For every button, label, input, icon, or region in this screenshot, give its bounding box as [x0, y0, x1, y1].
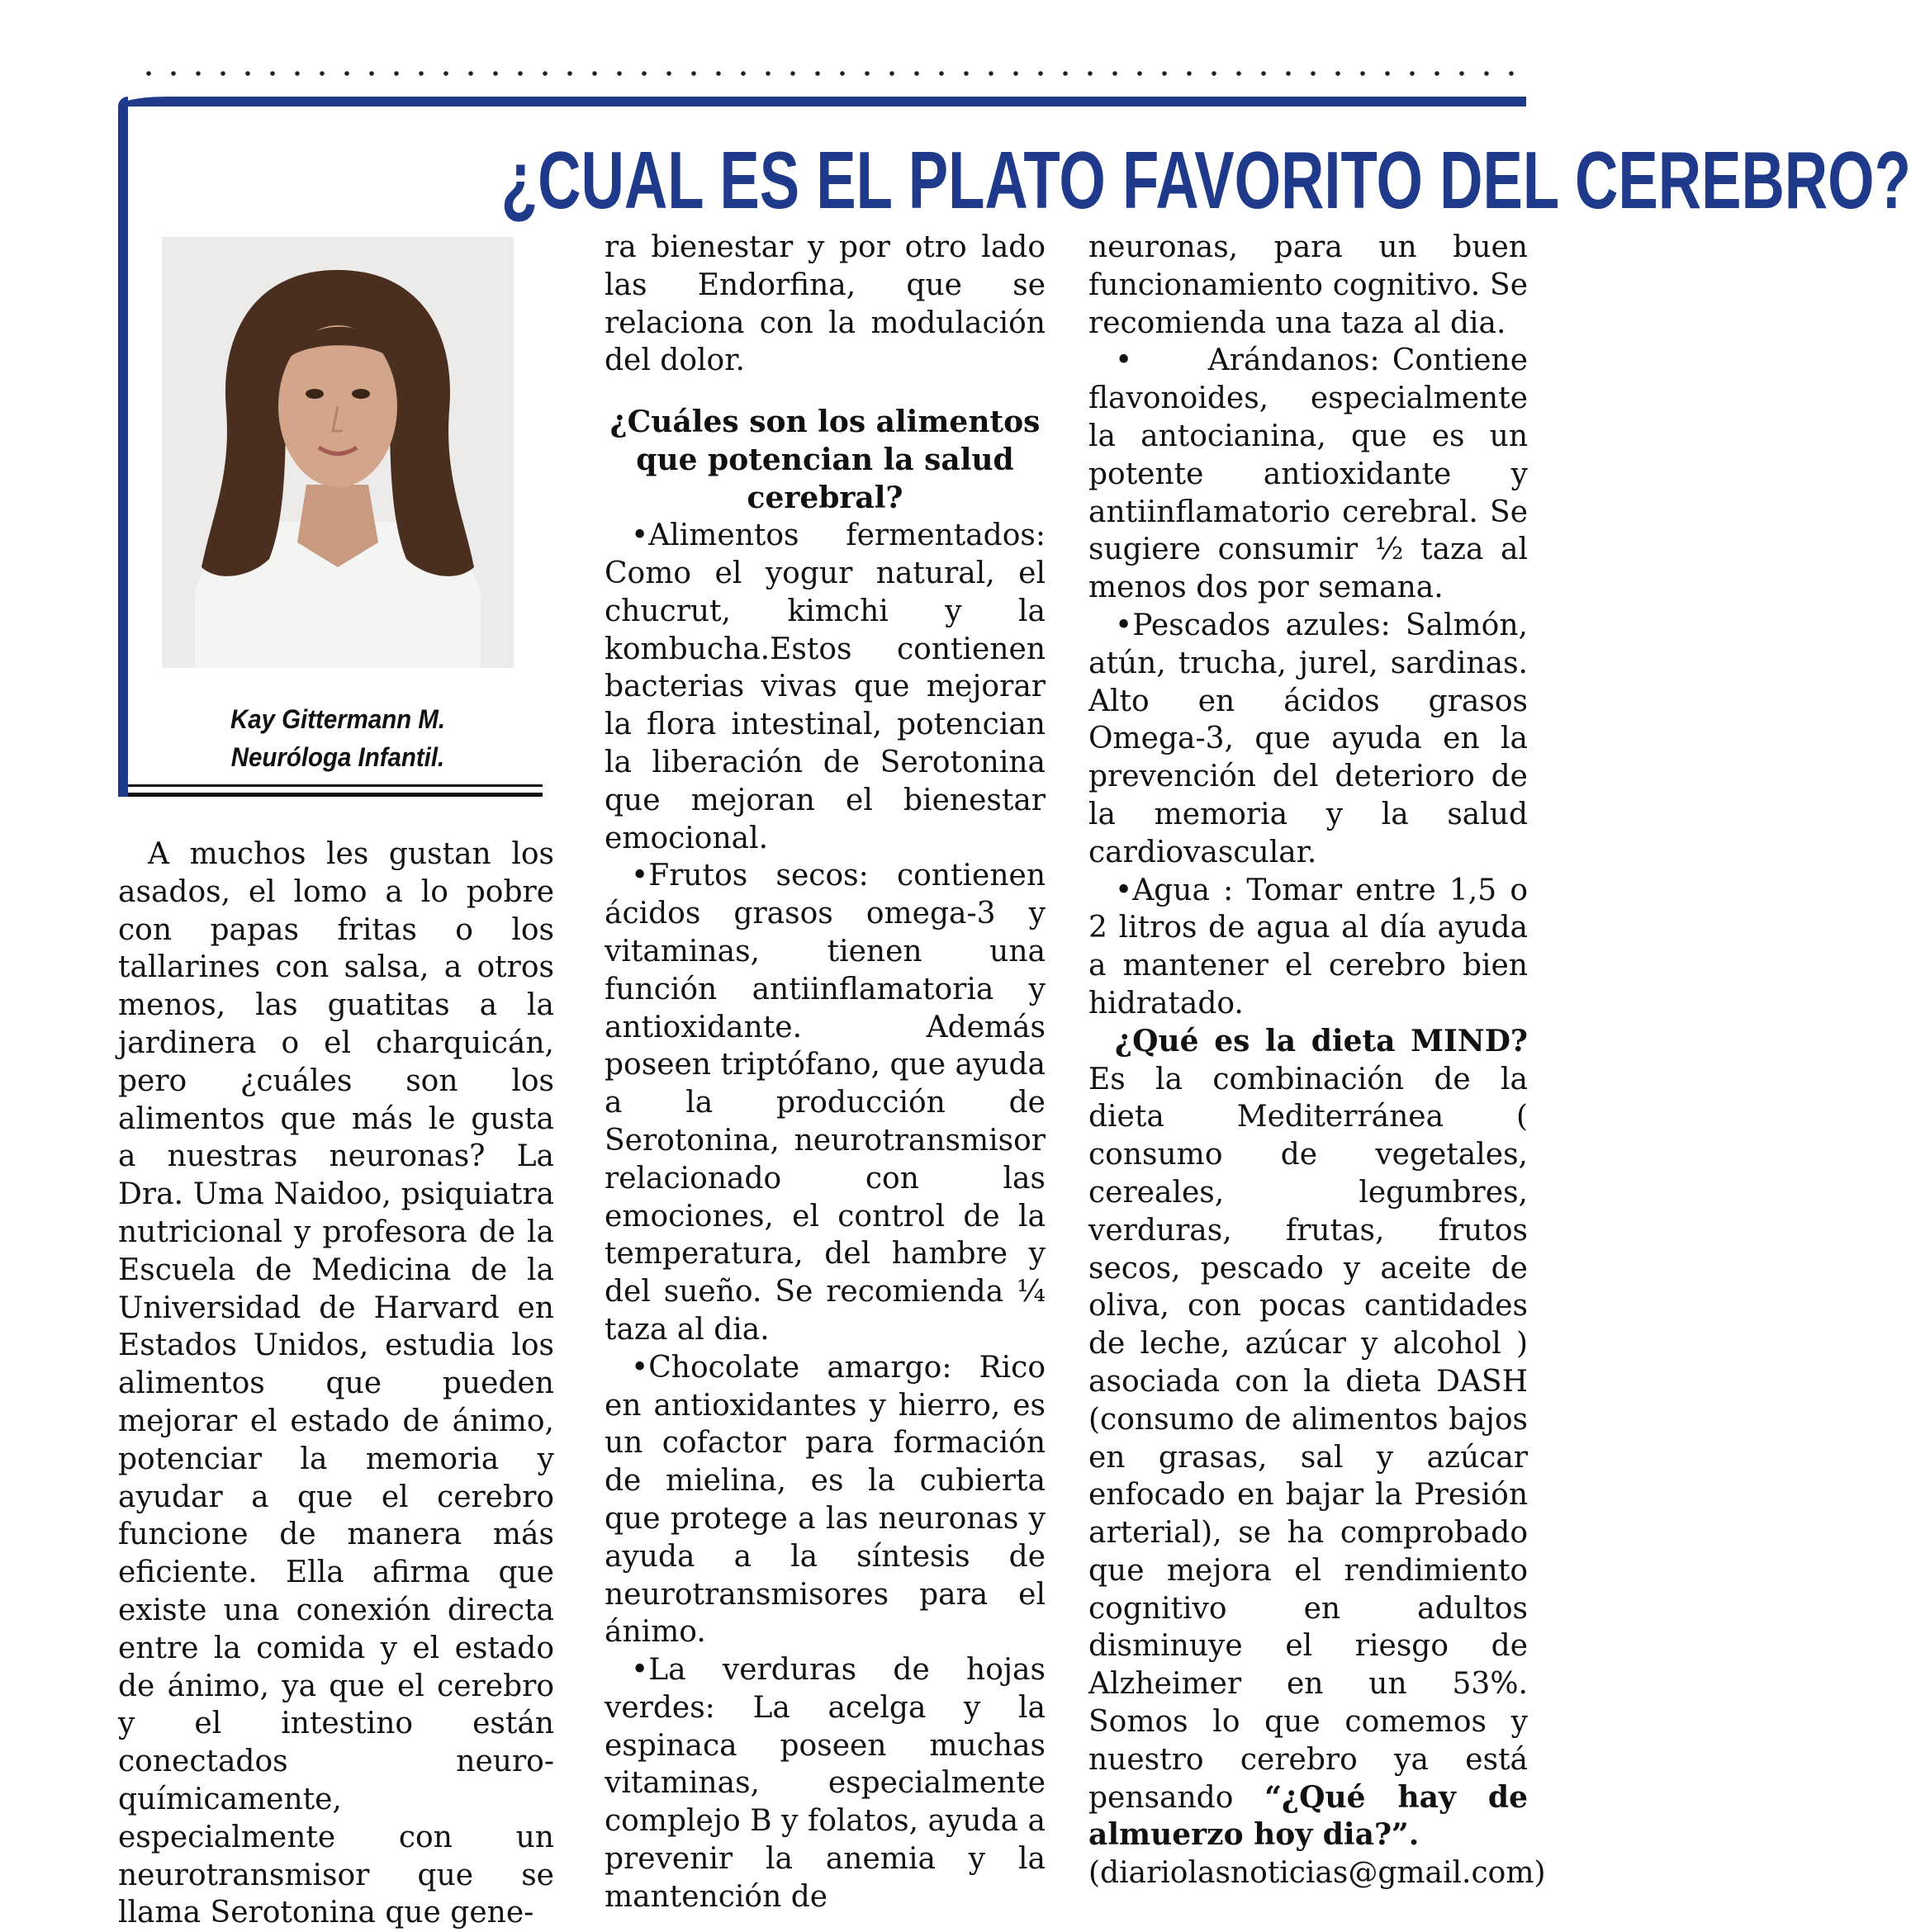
food-fermented: •Alimentos fermentados: Como el yogur natural, el chucrut, kimchi y la kombucha.Estos contienen bacterias vivas que mejorar la flora intestinal, potencian la liberación de Serotonina que mejoran el bienestar emocional.	[605, 519, 1046, 855]
subheading: ¿Cuáles son los alimentos que potencian la salud cerebral?	[609, 405, 1041, 516]
caption-rule-thin	[128, 784, 543, 787]
author-photo	[162, 237, 514, 668]
intro-paragraph: A muchos les gustan los asados, el lomo a lo pobre con papas fritas o los tallarines con salsa, a otros menos, las guatitas a la jardinera o el charquicán, pero ¿cuáles son los alimentos que más le gusta a nuestras neuronas? La Dra. Uma Naidoo, psiquiatra nutricional y profesora de la Escuela de Medicina de la Universidad de Harvard en Estados Unidos, estudia los alimentos que pueden mejorar el estado de ánimo, potenciar la memoria y ayudar a que el cerebro funcione de manera más eficiente. Ella afirma que existe una conexión directa entre la comida y el estado de ánimo, ya que el cerebro y el intestino están conectados neuro-químicamente, especialmente con un neurotransmisor que se llama Serotonina que gene-	[118, 837, 554, 1930]
author-caption	[162, 700, 514, 776]
dotted-rule	[136, 69, 1524, 78]
caption-rule-thick	[128, 793, 543, 797]
mind-text: Es la combinación de la dieta Mediterránea ( consumo de vegetales, cereales, legumbres, verduras, frutas, frutos secos, pescado y aceite de oliva, con pocas cantidades de leche, azúcar y alcohol ) asociada con la dieta DASH (consumo de alimentos bajos en grasas, sal y azúcar enfocado en bajar la Presión arterial), se ha comprobado que mejora el rendimiento cognitivo en adultos disminuye el riesgo de Alzheimer en un 53%. Somos lo que comemos y nuestro cerebro ya está pensando	[1088, 1062, 1528, 1815]
headline-frame-left	[118, 97, 128, 797]
column-1	[118, 836, 554, 1932]
author-title: Neuróloga Infantil.	[230, 742, 445, 772]
intro-continued: ra bienestar y por otro lado las Endorfina, que se relaciona con la modulación del dolor.	[605, 230, 1046, 378]
food-blueberries: • Arándanos: Contiene flavonoides, especialmente la antocianina, que es un potente antioxidante y antiinflamatorio cerebral. Se sugiere consumir ½ taza al menos dos por semana.	[1088, 343, 1538, 605]
contact-email: (diariolasnoticias@gmail.com)	[1088, 1856, 1546, 1891]
mind-paragraph	[1088, 1023, 1528, 1855]
column-2	[605, 229, 1046, 1916]
column-3	[1088, 229, 1546, 1892]
closing-quote: “¿Qué hay de almuerzo hoy dia?”.	[1088, 1779, 1528, 1853]
food-chocolate: •Chocolate amargo: Rico en antioxidantes y hierro, es un cofactor para formación de mielina, es la cubierta que protege a las neuronas y ayuda a la síntesis de neurotransmisores para el ánimo.	[605, 1350, 1046, 1650]
headline-frame-top	[118, 97, 1526, 107]
headline: ¿CUAL ES EL PLATO FAVORITO DEL CEREBRO?	[500, 135, 1911, 225]
food-fish: •Pescados azules: Salmón, atún, trucha, jurel, sardinas. Alto en ácidos grasos Omega-3, que ayuda en la prevención del deterioro de la memoria y la salud cardiovascular.	[1088, 608, 1528, 869]
food-greens: •La verduras de hojas verdes: La acelga y la espinaca poseen muchas vitaminas, especialmente complejo B y folatos, ayuda a prevenir la anemia y la mantención de	[605, 1653, 1046, 1914]
food-water: •Agua : Tomar entre 1,5 o 2 litros de agua al día ayuda a mantener el cerebro bien hidratado.	[1088, 873, 1528, 1020]
mind-question: ¿Qué es la dieta MIND?	[1115, 1023, 1528, 1058]
author-name: Kay Gittermann M.	[230, 704, 446, 734]
food-greens-continued: neuronas, para un buen funcionamiento cognitivo. Se recomienda una taza al dia.	[1088, 230, 1528, 340]
food-nuts: •Frutos secos: contienen ácidos grasos omega-3 y vitaminas, tienen una función antiinflamatoria y antioxidante. Además poseen triptófano, que ayuda a la producción de Serotonina, neurotransmisor relacionado con las emociones, el control de la temperatura, del hambre y del sueño. Se recomienda ¼ taza al dia.	[605, 859, 1046, 1347]
